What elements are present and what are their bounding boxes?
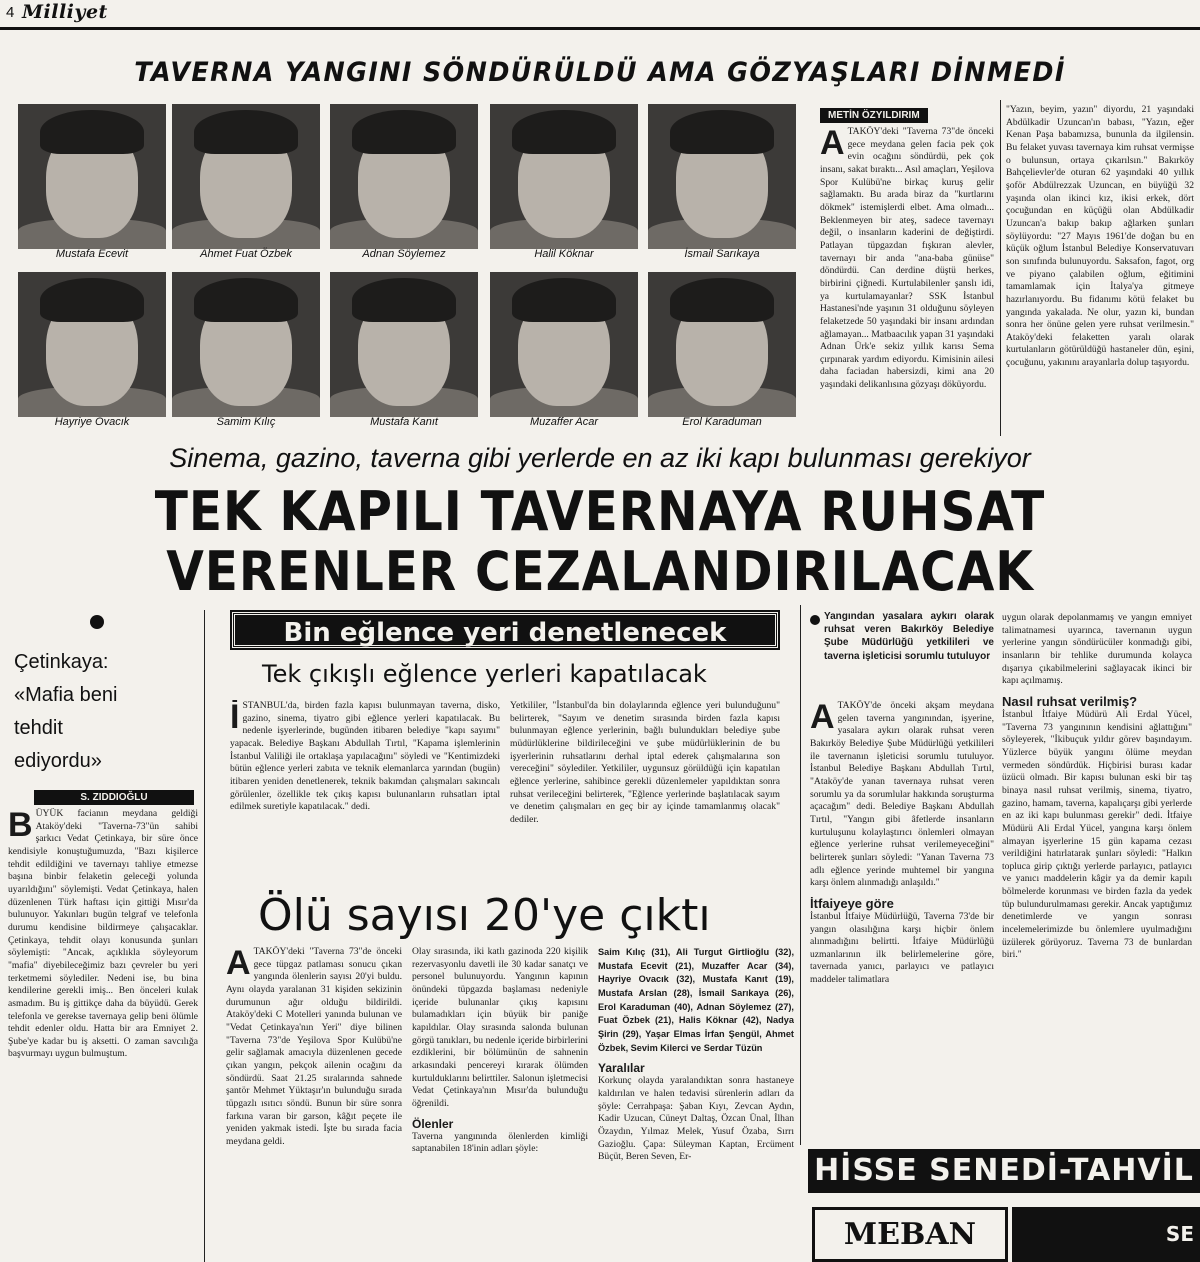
photo-caption: Ahmet Fuat Özbek — [200, 248, 292, 260]
victim-list: Saim Kılıç (31), Ali Turgut Girtlioğlu (32), Mustafa Ecevit (21), Muzaffer Acar (34), Hayriye Ovacık (32), Mustafa Kanıt (19), Mustafa Arslan (28), İsmail Sarıkaya (26), Erol Karaduman (40), Adnan Söylemez (27), Fuat Özbek (21), Halis Köknar (42), Nadya Şirin (29), Yaşar Elmas İrfan Şengül, Ahmet Özbek, Sevim Kilerci ve Serdar Tüzün — [598, 947, 794, 1053]
photo-caption: İsmail Sarıkaya — [684, 248, 760, 260]
article-column — [8, 808, 198, 1258]
victim-photo — [490, 272, 638, 417]
section-heading: Yaralılar — [598, 1061, 645, 1076]
drop-cap: A — [820, 126, 845, 162]
article-column — [810, 700, 994, 1140]
box-title: Bin eğlence yeri denetlenecek — [232, 612, 778, 648]
victim-photo — [490, 104, 638, 249]
photo-caption: Hayriye Ovacık — [54, 416, 130, 428]
column-rule — [1000, 100, 1001, 436]
article-text: ÜYÜK facianın meydana geldiği Ataköy'deki "Taverna-73"ün sahibi şarkıcı Vedat Çetinkaya, bir süre önce kendisiyle konuştuğumuzda, "Bazı kişilerce tehdit edildiğini ve tavernayı tahliye etmezse başına binbir felaketin geleceği yolunda uyarıldığını" söylemişti. Vedat Çetinkaya, halen düzenlenen Türk haftası için gittiği Mısır'da bulunuyor. Yakınları bugün telgraf ve telefonla durumu kendisine bildirmeye çalışacaklar. Çetinkaya, tehdit olayı konusunda şunları söylemişti: "Ancak, açıklıkla söyleyorum "mafia" diyebileceğimiz bazı çevreler bu yeri terketmemi söylediler. Nedeni ise, bu bina kendilerine gerekli imiş... Ben önceleri kulak asmadım. Bu iş gittikçe daha da büyüdü. Gerek telefonla ve gerekse tavernaya gelip beni ölümle tehdit edenler oldu. Hatta bir ara Emniyet 2. Şube'ye kadar bu iş aksetti. O zaman savcılığa başvurmayı uygun bulmuştum. — [8, 808, 198, 1060]
victim-photo — [172, 272, 320, 417]
article-text: TAKÖY'deki "Taverna 73"de önceki gece tüpgaz patlaması sonucu çıkan yangında ölenlerin sayısı 20'yi buldu. Aynı olayda yaralanan 31 kişiden sekizinin durumunun ağır olduğu bildirildi. Ataköy'deki C Motelleri yanında bulunan ve "Vedat Çetinkaya'nın Yeri" diye bilinen "Taverna 73"de Yeşilova Spor Kulübü'ne gelir sağlamak amacıyla düzenlenen gecede çıkan yangın, pekçok ailenin ocağını da söndürdü. Saat 21.25 sıralarında sahnede şantör Mehmet Yüktaşır'ın bulunduğu sırada tüpgazlı ısıtıcı söndü. Bunun bir süre sonra farkına varan bir garson, kâğıt peçete ile yeniden yakmak istedi. İşte bu sırada facia meydana geldi. — [226, 946, 402, 1147]
column-rule — [204, 610, 205, 1262]
photo-caption: Adnan Söylemez — [362, 248, 446, 260]
article-column — [1002, 612, 1192, 1142]
drop-cap: B — [8, 808, 33, 844]
ad-right-block: SE — [1012, 1207, 1200, 1262]
victim-photo — [18, 104, 166, 249]
box-subtitle: Tek çıkışlı eğlence yerleri kapatılacak — [262, 660, 707, 688]
article-text: STANBUL'da, birden fazla kapısı bulunmayan taverna, disko, gazino, sinema, tiyatro gibi eğlence yerleri kapatılacak. Bu nedenle işyerlerinde, bugünden itibaren belediye "kapı sayımı" yapacak. Belediye Başkanı Abdullah Tırtıl, "Kapama işlemlerinin İstanbul Valiliği ile ortaklaşa yapılacağını" söyledi ve "Kentimizdeki bütün eğlence yerleri zabıta ve teknik elemanlarca yarından (bugün) itibaren yeniden denetlenerek, teknik bakımdan çalışmaları sakıncalı görülenler, özellikle tek çıkış kapısı bulunanların ruhsatları iptal edilmek suretiyle kapatılacak." dedi. — [230, 700, 500, 813]
victim-photo — [330, 272, 478, 417]
section-heading: İtfaiyeye göre — [810, 895, 894, 911]
victim-photo — [18, 272, 166, 417]
column-rule — [800, 605, 801, 1145]
victim-photo — [648, 104, 796, 249]
byline: S. ZIDDIOĞLU — [34, 790, 194, 805]
article-column — [230, 700, 500, 880]
photo-caption: Samim Kılıç — [216, 416, 276, 428]
photo-caption: Halil Köknar — [534, 248, 594, 260]
article-text: TAKÖY'de önceki akşam meydana gelen taverna yangınından, işyerine, yasalara aykırı olarak ruhsat veren Bakırköy Belediye Şube Müdürlüğü yetkilileri ile tavernanın işleticisi sorumlu tutuluyor. İstanbul Belediye Başkanı Abdullah Tırtıl, "Ataköy'de yanan tavernaya ruhsat veren sorumlu ya da sorumlular hakkında soruşturma açacağım" dedi. Belediye Başkanı Abdullah Tırtıl, "Yangın gibi âfetlerde insanların kurtuluşunu kolaylaştırıcı önlemleri olmayan eğlence yerlerine ruhsat verilemeyeceğini" belirterek şunları söyledi: "Yanan Taverna 73 adlı eğlence yerinde muhtemel bir yangına karşı önlem alınmadığı anlaşıldı." — [810, 700, 994, 889]
victim-photo — [172, 104, 320, 249]
bullet-icon — [90, 615, 104, 629]
article-column — [226, 946, 402, 1258]
article-text: Yetkililer, "İstanbul'da bin dolaylarında eğlence yeri bulunduğunu" belirterek, "Sayım ve denetim sırasında birden fazla kapısı bulunmayan eğlence yerlerinin, bağlı bulundukları belediye şube müdürlüklerine bildirileceğini ve şube müdürlüklerinin de bu işyerlerinin ruhsatlarını derhal iptal ederek çalışmalarına son vereceğini" söylediler. Yetkililer, uygunsuz görüldüğü için kapatılan eğlence yerlerine, sahibince gerekli düzenlemeler yapıldıktan sonra ruhsat verileceğini belirterek, "Eğlence yerlerinde başlatılacak sayım ve denetim çalışmaları en geç bir ay içinde tamamlanmış olacak" dediler. — [510, 700, 780, 825]
article-column — [510, 700, 780, 880]
article-text: "Yazın, beyim, yazın" diyordu, 21 yaşındaki Abdülkadir Uzuncan'ın babası, "Yazın, eğer Kenan Paşa babamızsa, bununla da ilgilensin. Bu felaket yuvası tavernaya kim ruhsat vermişse o bulunsun, ortaya çıkarılsın." Bakırköy Bahçelievler'de oturan 62 yaşındaki 40 yıllık şoför Abdülrezzak Uzuncan, en büyüğü 32 yaşında olan ikinci kız, ikisi erkek, dört çocuğundan en küçüğü olan Abdülkadir Uzuncan'a bakıp bakıp ağlarken şunları söylüyordu: "27 Mayıs 1961'de doğan bu en küçük oğlum İstanbul Belediye Konservatuvarı son sınıfında bulunuyordu. Saksafon, fagot, org ve piyano çalabilen oğlum, eğitimini tamamlamak için İtalya'ya gitmeye hazırlanıyordu. Bu fidanımı kötü felaket bu yangında yakalada. Ne olur, yazın ki, bundan sonra her önüne gelen yere ruhsat verilmesin." Ataköy'deki felaketten yaralı olarak kurtulanların götürüldüğü hastaneler dün, eşini, çocuğunu, yakınını arayanlarla dolup taşıyordu. — [1006, 104, 1194, 369]
deck: Sinema, gazino, taverna gibi yerlerde en az iki kapı bulunması gerekiyor — [169, 443, 1031, 473]
main-headline-line2: VERENLER CEZALANDIRILACAK — [166, 540, 1034, 603]
article-text: İstanbul İtfaiye Müdürü Ali Erdal Yücel, "Taverna 73 yangınının kendisini ağlattığını" söyleyerek, "İkibuçuk yıldır görev başındayım. Yüzlerce büyük yangını ölüme meydan vermeden söndürdük. Hiçbirisi burası kadar üzücü olmadı. Bir kapısı bulunan eski bir taş binaya nasıl ruhsat verilmiş, sinema, tiyatro, gazino, hamam, taverna, kapalıçarşı gibi yerlerde en az iki kapı bulunması gerekir" dedi. İtfaiye Müdürü Ali Erdal Yücel, yangına karşı önlem almayan işyerlerine 15 gün kapama cezası verildiğini hatırlatarak şunları söyledi: "Halkın topluca girip çıktığı yerlerde parlayıcı, patlayıcı ve yanıcı maddelerin kâgir ya da demir kapılı bölmelerde korunması ve birden fazla da yedek tüp bulundurulmaması gerekir. Ancak yaptığımız denetimlerde ve yangın sonrası incelemelerimizde bu önlemlere uyulmadığını üzülerek görüyoruz. Taverna 73 de bunlardan biri." — [1002, 708, 1192, 961]
page-number: 4 — [6, 4, 15, 21]
quote-line: tehdit — [14, 717, 63, 739]
main-headline-line1: TEK KAPILI TAVERNAYA RUHSAT — [154, 480, 1046, 543]
photo-caption: Mustafa Ecevit — [55, 248, 129, 260]
section-heading: Nasıl ruhsat verilmiş? — [1002, 693, 1138, 709]
side-quote — [14, 646, 117, 778]
ad-meban-logo: MEBAN — [812, 1207, 1008, 1262]
drop-cap: A — [226, 946, 251, 982]
summary-bullet: Yangından yasalara aykırı olarak ruhsat veren Bakırköy Belediye Şube Müdürlüğü yetkilileri ve taverna işleticisi sorumlu tutuluyor — [824, 611, 994, 662]
article-text: uygun olarak depolanmamış ve yangın emniyet talimatnamesi uyarınca, tavernanın uygun yerlerine yangın söndürücüler konmadığı gibi, insanların bir tehlike durumunda kolayca dışarıya çıkabilmelerini sağlayacak ikinci bir kapı açılmamış. — [1002, 612, 1192, 687]
kicker-headline: TAVERNA YANGINI SÖNDÜRÜLDÜ AMA GÖZYAŞLARI DİNMEDİ — [134, 57, 1066, 88]
article-text: Korkunç olayda yaralandıktan sonra hastaneye kaldırılan ve halen tedavisi sürenlerin adları da şöyle: Cerrahpaşa: Şaban Kıyı, Zevcan Aydın, Kadir Uzucan, Cüneyt Daltaş, Özcan Ünal, İlhan Özaydın, Yılmaz Melek, Yusuf Özaba, Sırrı Gazioğlu. Çapa: Süleyman Kaptan, Ercüment Büçüt, Beren Seven, Er- — [598, 1075, 794, 1163]
quote-line: «Mafia beni — [14, 684, 118, 706]
victim-photo — [330, 104, 478, 249]
article-text: Olay sırasında, iki katlı gazinoda 220 kişilik rezervasyonlu davetli ile 30 kadar sanatçı ve personel bulunuyordu. Yangının kapının önündeki tüpgazda başlaması nedeniyle içeride bulunanlar çıkış kapısını bulamadıkları için büyük bir paniğe kapıldılar. Olay sırasında salonda bulunan görgü tanıkları, bu nedenle içeride birbirlerini ezdiklerini, bir bölümünün de sahnenin arkasındaki pencereyi kırarak ölümden kurtulduklarını belirttiler. Salonun işletmecisi Vedat Çetinkaya'nın Mısır'da bulunduğu öğrenildi. — [412, 946, 588, 1109]
article-column — [412, 946, 588, 1258]
masthead-rule — [0, 27, 1200, 30]
masthead-logo: Milliyet — [22, 1, 108, 23]
photo-caption: Muzaffer Acar — [529, 416, 599, 428]
olu-headline: Ölü sayısı 20'ye çıktı — [258, 890, 711, 941]
drop-cap: A — [810, 700, 835, 736]
article-column — [598, 946, 794, 1258]
victim-photo — [648, 272, 796, 417]
ad-hisse-banner: HİSSE SENEDİ-TAHVİL — [808, 1149, 1200, 1193]
photo-caption: Erol Karaduman — [682, 416, 762, 428]
quote-line: Çetinkaya: — [14, 651, 109, 673]
article-column — [1006, 104, 1194, 436]
section-heading: Ölenler — [412, 1116, 454, 1131]
photo-caption: Mustafa Kanıt — [370, 416, 438, 428]
bullet-icon — [810, 615, 820, 625]
article-text: İstanbul İtfaiye Müdürlüğü, Taverna 73'de bir yangın olasılığına karşı hiçbir önlem alınmadığını belirtti. İtfaiye Müdürlüğü uzmanlarının ilk belirlemelerine göre, tavernada yanıcı, parlayıcı ve patlayıcı maddeler talimatlara — [810, 910, 994, 986]
article-column — [820, 126, 994, 431]
article-text: Taverna yangınında ölenlerden kimliği saptanabilen 18'inin adları şöyle: — [412, 1130, 588, 1155]
byline: METİN ÖZYILDIRIM — [820, 108, 928, 123]
quote-line: ediyordu» — [14, 750, 102, 772]
drop-cap: İ — [230, 700, 240, 736]
article-text: TAKÖY'deki "Taverna 73"de önceki gece meydana gelen facia pek çok evin ocağını söndürdü, pek çok insanı, sakat bıraktı... Asıl amaçları, Yeşilova Spor Kulübü'ne birkaç kuruş gelir sağlamaktı. Bu arada biraz da "kurtlarını dökmek" istemişlerdi elbet. Ama olmadı... Beklenmeyen bir ateş, sadece tavernayı değil, o insanların kaderini de değiştirdi. Patlayan tüpgazdan fışkıran alevler, tavernayı bir anda "ana-baba günüse" döndürdü. Can derdine düştü herkes, birbirini çiğnedi. Kurtulabilenler şanslı idi, ya kurtulamayanlar? SSK İstanbul Hastanesi'nde yaşının 31 olduğunu söyleyen felaketzede 50 yaşındaki bir insanı ardından ağlamayan... Matbaacılık yapan 31 yaşındaki Adnan Ürk'e sekiz yıllık karısı Sema çırpınarak yardım ediyordu. Kimisinin ailesi daha faciadan habersizdi, kimi ana 20 yaşındaki delikanlısına gözyaşı döküyordu. — [820, 126, 994, 391]
